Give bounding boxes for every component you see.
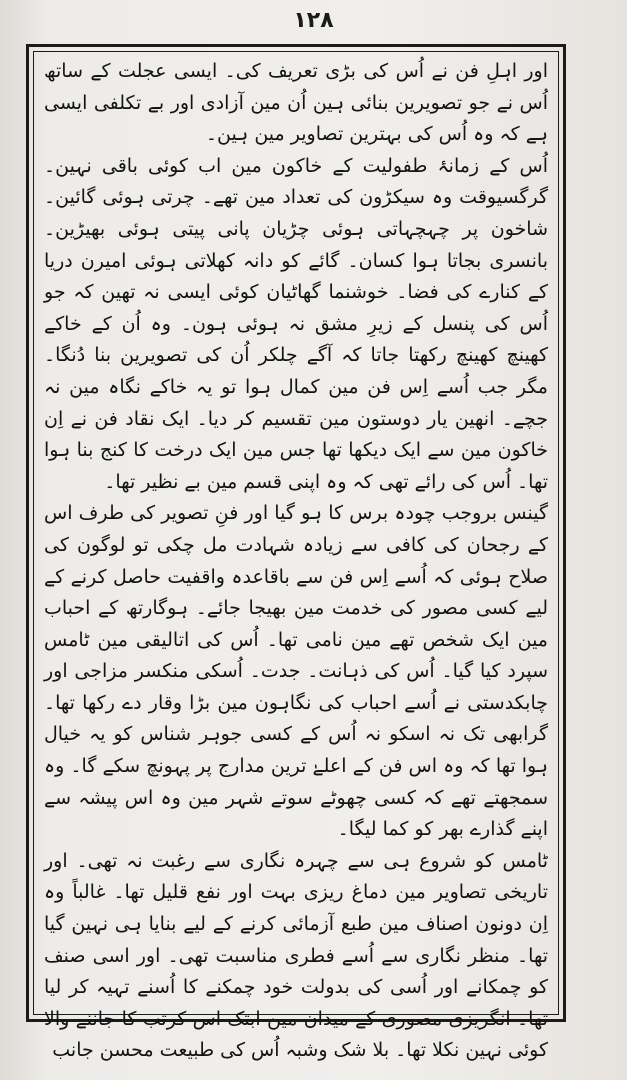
- paragraph-4: ٹامس کو شروع ہی سے چہرہ نگاری سے رغبت نہ تھی۔ اور تاریخی تصاویر مین دماغ ریزی بہت اور نفع قلیل تھا۔ غالباً وہ اِن دونون اصناف مین طبع آزمائی کرنے کے لیے بنایا ہی نہین گیا تھا۔ منظر نگاری سے اُسے فطری مناسبت تھی۔ اور اسی صنف کو چمکانے اور اُسی کی بدولت خود چمکنے کا اُسنے تہیہ کر لیا تھا۔ انگریزی مصوری کے میدان مین ابتک اس کرتب کا جاننے والا کوئی نہین نکلا تھا۔ بلا شک وشبہ اُس کی طبیعت محسن جانب: [44, 849, 548, 1062]
- body-text: [44, 56, 549, 1062]
- page-number: ۱۲۸: [293, 8, 334, 33]
- paragraph-3: گینس بروجب چودہ برس کا ہو گیا اور فنِ تصویر کی طرف اس کے رجحان کی کافی سے زیادہ شہادت مل چکی تو لوگون کی صلاح ہوئی کہ اُسے اِس فن سے باقاعدہ واقفیت حاصل کرنے کے لیے کسی مصور کی خدمت مین بھیجا جائے۔ ہوگارتھ کے احباب مین ایک شخص تھے مین نامی تھا۔ اُس کی اتالیقی مین ٹامس سپرد کیا گیا۔ اُس کی ذہانت۔ جدت۔ اُسکی منکسر مزاجی اور چابکدستی نے اُسے احباب کی نگاہون مین بڑا وقار دے رکھا تھا۔ گرابھی تک نہ اسکو نہ اُس کے کسی جوہر شناس کو یہ خیال ہوا تھا کہ وہ اس فن کے اعلےٰ ترین مدارج پر پہونچ سکے گا۔ وہ سمجھتے تھے کہ کسی چھوٹے سوتے شہر مین وہ اس پیشہ سے اپنے گذارے بھر کو کما لیگا۔: [44, 502, 549, 841]
- paragraph-2: اُس کے زمانۂ طفولیت کے خاکون مین اب کوئی باقی نہین۔ گرگسیوقت وہ سیکڑون کی تعداد مین تھے۔ چرتی ہوئی گائین۔ شاخون پر چہچہاتی ہوئی چڑیان پانی پیتی ہوئی بھیڑین۔ بانسری بجاتا ہوا کسان۔ گائے کو دانہ کھلاتی ہوئی امیرن دریا کے کنارے کی فضا۔ خوشنما گھاٹیان کوئی ایسی نہ تھین کہ جو اُس کی پنسل کے زیرِ مشق نہ ہوئی ہون۔ وہ اُن کے خاکے کھینچ کھینچ رکھتا جاتا کہ آگے چلکر اُن کی تصویرین بنا دُنگا۔ مگر جب اُسے اِس فن مین کمال ہوا تو یہ خاکے نگاہ مین نہ جچے۔ انھین یار دوستون مین تقسیم کر دیا۔ ایک نقاد فن نے اِن خاکون مین سے ایک دیکھا تھا جس مین ایک درخت کا کنج بنا ہوا تھا۔ اُس کی رائے تھی کہ وہ اپنی قسم مین بے نظیر تھا۔: [44, 154, 548, 493]
- paragraph-1: اور اہلِ فن نے اُس کی بڑی تعریف کی۔ ایسی عجلت کے ساتھ اُس نے جو تصویرین بنائی ہین اُن مین آزادی اور بے تکلفی ایسی ہے کہ وہ اُس کی بہترین تصاویر مین ہین۔: [44, 60, 548, 146]
